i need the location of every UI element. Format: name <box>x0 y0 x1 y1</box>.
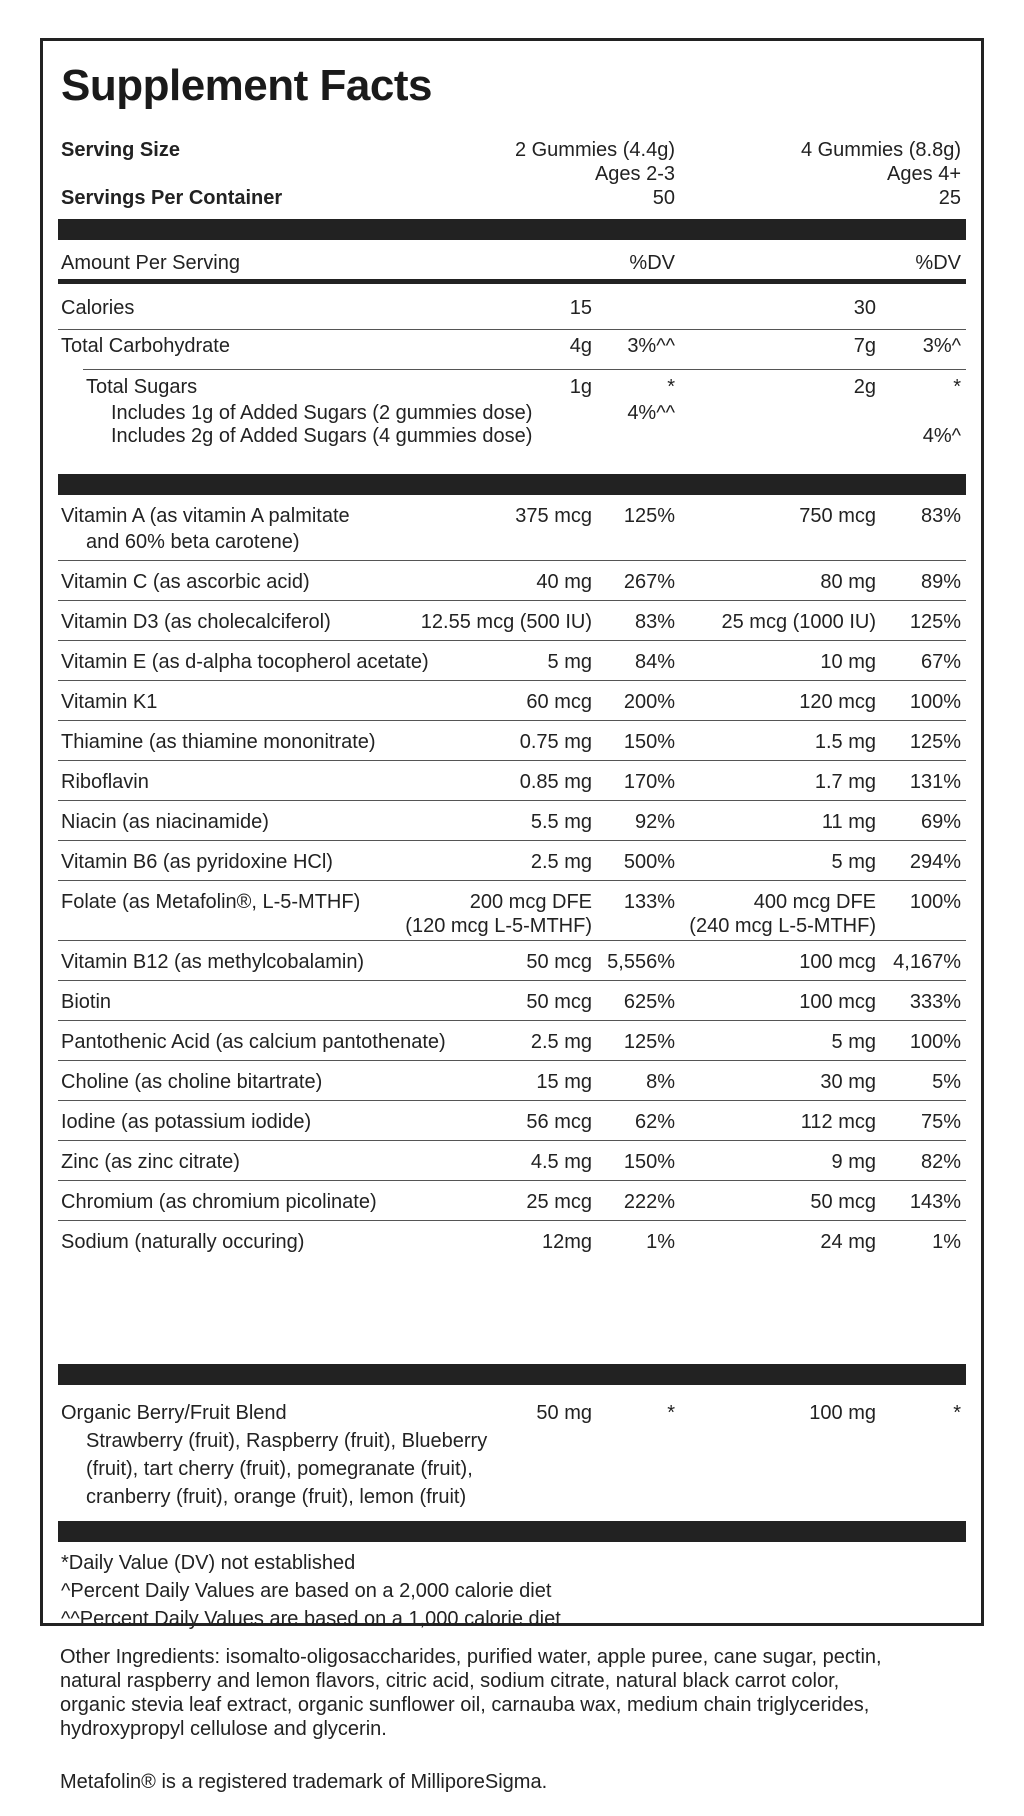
divider-rule <box>58 760 966 761</box>
nutrient-amt-col1: 25 mcg <box>526 1191 592 1213</box>
footnote-1000-calorie: ^^Percent Daily Values are based on a 1,000 calorie diet <box>61 1608 561 1630</box>
nutrient-dv-col2: 5% <box>932 1071 961 1093</box>
ages-col2: Ages 4+ <box>887 163 961 185</box>
nutrient-dv-col1: 500% <box>623 851 675 873</box>
sugars-dv-col1: * <box>667 376 675 398</box>
nutrient-dv-col1: 5,556% <box>607 951 675 973</box>
nutrient-name: Vitamin K1 <box>61 691 158 713</box>
divider-rule <box>58 560 966 561</box>
nutrient-amt-col2: 120 mcg <box>799 691 876 713</box>
nutrient-name-line2: and 60% beta carotene) <box>86 531 300 553</box>
divider-rule <box>58 940 966 941</box>
added-sugars-2-gummies-dv: 4%^^ <box>627 402 675 424</box>
blend-amt-col1: 50 mg <box>536 1402 592 1424</box>
nutrient-amt-col2: 100 mcg <box>799 991 876 1013</box>
nutrient-name: Sodium (naturally occuring) <box>61 1231 305 1253</box>
nutrient-amt-col1: 15 mg <box>536 1071 592 1093</box>
nutrient-dv-col2: 100% <box>909 1031 961 1053</box>
other-ingredients-line: Other Ingredients: isomalto-oligosaccharides, purified water, apple puree, cane sugar, pectin, <box>60 1646 882 1668</box>
nutrient-amt-col2: 5 mg <box>831 1031 876 1053</box>
sugars-amt-col2: 2g <box>853 376 876 398</box>
nutrient-dv-col2: 125% <box>909 731 961 753</box>
nutrient-amt-col1: 5.5 mg <box>530 811 592 833</box>
divider-bar <box>58 1521 966 1542</box>
nutrient-name: Chromium (as chromium picolinate) <box>61 1191 377 1213</box>
divider-rule <box>58 640 966 641</box>
nutrient-dv-col1: 200% <box>623 691 675 713</box>
blend-amt-col2: 100 mg <box>809 1402 876 1424</box>
nutrient-dv-col1: 62% <box>634 1111 675 1133</box>
carbs-amt-col2: 7g <box>853 335 876 357</box>
nutrient-dv-col1: 8% <box>646 1071 675 1093</box>
divider-rule <box>58 840 966 841</box>
nutrient-name: Vitamin C (as ascorbic acid) <box>61 571 310 593</box>
servings-col1: 50 <box>652 187 675 209</box>
nutrient-dv-col2: 4,167% <box>893 951 961 973</box>
dv-header-col1: %DV <box>629 252 675 274</box>
divider-rule <box>58 600 966 601</box>
nutrient-name: Vitamin A (as vitamin A palmitate <box>61 505 350 527</box>
nutrient-dv-col1: 1% <box>646 1231 675 1253</box>
nutrient-dv-col1: 125% <box>623 1031 675 1053</box>
nutrient-dv-col2: 131% <box>909 771 961 793</box>
dv-header-col2: %DV <box>915 252 961 274</box>
divider-rule <box>58 279 966 284</box>
supplement-facts-panel <box>40 38 984 1630</box>
nutrient-name: Thiamine (as thiamine mononitrate) <box>61 731 376 753</box>
nutrient-name: Vitamin B6 (as pyridoxine HCl) <box>61 851 333 873</box>
nutrient-amt-col1: 12.55 mcg (500 IU) <box>420 611 592 633</box>
blend-dv-col1: * <box>667 1402 675 1424</box>
nutrient-amt-col2: 50 mcg <box>810 1191 876 1213</box>
nutrient-amt-col1: 50 mcg <box>526 951 592 973</box>
nutrient-name: Choline (as choline bitartrate) <box>61 1071 323 1093</box>
nutrient-amt-col2: 112 mcg <box>800 1111 876 1133</box>
nutrient-amt-col1: 5 mg <box>547 651 592 673</box>
nutrient-amt-col2: 750 mcg <box>799 505 876 527</box>
total-sugars-label: Total Sugars <box>86 376 198 398</box>
carbs-amt-col1: 4g <box>569 335 592 357</box>
nutrient-name: Riboflavin <box>61 771 149 793</box>
divider-bar <box>58 474 966 495</box>
divider-rule <box>58 329 966 330</box>
divider-rule <box>58 1140 966 1141</box>
divider-rule <box>58 1180 966 1181</box>
nutrient-name: Vitamin D3 (as cholecalciferol) <box>61 611 331 633</box>
nutrient-dv-col2: 1% <box>932 1231 961 1253</box>
divider-rule <box>58 880 966 881</box>
nutrient-dv-col1: 84% <box>634 651 675 673</box>
servings-per-container-label: Servings Per Container <box>61 187 283 209</box>
divider-rule <box>58 680 966 681</box>
nutrient-amt-col1: 12mg <box>541 1231 592 1253</box>
divider-rule <box>83 369 966 370</box>
nutrient-amt-col2: 80 mg <box>820 571 876 593</box>
nutrient-dv-col2: 83% <box>920 505 961 527</box>
nutrient-dv-col1: 222% <box>623 1191 675 1213</box>
nutrient-dv-col1: 83% <box>634 611 675 633</box>
divider-bar <box>58 219 966 240</box>
nutrient-amt-col1: 50 mcg <box>526 991 592 1013</box>
servings-col2: 25 <box>938 187 961 209</box>
footnote-2000-calorie: ^Percent Daily Values are based on a 2,000 calorie diet <box>61 1580 552 1602</box>
nutrient-amt-col2: 11 mg <box>821 811 876 833</box>
nutrient-amt-col2: 1.5 mg <box>814 731 876 753</box>
nutrient-dv-col1: 92% <box>634 811 675 833</box>
nutrient-dv-col2: 82% <box>920 1151 961 1173</box>
added-sugars-2-gummies-label: Includes 1g of Added Sugars (2 gummies dose) <box>111 402 533 424</box>
sugars-dv-col2: * <box>953 376 961 398</box>
divider-rule <box>58 980 966 981</box>
nutrient-name: Biotin <box>61 991 112 1013</box>
nutrient-amt-col2: 25 mcg (1000 IU) <box>721 611 876 633</box>
nutrient-name: Vitamin B12 (as methylcobalamin) <box>61 951 365 973</box>
nutrient-amt-col1: 40 mg <box>536 571 592 593</box>
nutrient-amt-col2: 30 mg <box>820 1071 876 1093</box>
nutrient-name: Zinc (as zinc citrate) <box>61 1151 240 1173</box>
calories-label: Calories <box>61 297 135 319</box>
nutrient-dv-col2: 100% <box>909 691 961 713</box>
nutrient-dv-col2: 67% <box>920 651 961 673</box>
nutrient-name: Folate (as Metafolin®, L-5-MTHF) <box>61 891 361 913</box>
nutrient-name: Pantothenic Acid (as calcium pantothenate) <box>61 1031 446 1053</box>
nutrient-amt-col2: 10 mg <box>820 651 876 673</box>
nutrient-amt-col1: 375 mcg <box>515 505 592 527</box>
nutrient-dv-col2: 143% <box>909 1191 961 1213</box>
nutrient-amt-col1: 0.85 mg <box>519 771 592 793</box>
other-ingredients-line: natural raspberry and lemon flavors, citric acid, sodium citrate, natural black carrot color, <box>60 1670 840 1692</box>
divider-rule <box>58 800 966 801</box>
sugars-amt-col1: 1g <box>569 376 592 398</box>
nutrient-amt-col2: 100 mcg <box>799 951 876 973</box>
nutrient-dv-col2: 125% <box>909 611 961 633</box>
footnote-dv-not-established: *Daily Value (DV) not established <box>61 1552 356 1574</box>
serving-size-label: Serving Size <box>61 139 180 161</box>
blend-ingredients-line: cranberry (fruit), orange (fruit), lemon (fruit) <box>86 1486 467 1508</box>
nutrient-name: Iodine (as potassium iodide) <box>61 1111 312 1133</box>
other-ingredients-line: hydroxypropyl cellulose and glycerin. <box>60 1718 387 1740</box>
nutrient-amt-col2: 24 mg <box>820 1231 876 1253</box>
blend-name: Organic Berry/Fruit Blend <box>61 1402 287 1424</box>
nutrient-amt-col2: 1.7 mg <box>814 771 876 793</box>
calories-amt-col1: 15 <box>569 297 592 319</box>
nutrient-dv-col2: 333% <box>909 991 961 1013</box>
nutrient-name: Vitamin E (as d-alpha tocopherol acetate) <box>61 651 429 673</box>
nutrient-amt-col1: 60 mcg <box>526 691 592 713</box>
trademark-note: Metafolin® is a registered trademark of MilliporeSigma. <box>60 1771 548 1793</box>
nutrient-dv-col2: 75% <box>920 1111 961 1133</box>
nutrient-amt-col2-line2: (240 mcg L-5-MTHF) <box>689 915 876 937</box>
nutrient-dv-col1: 125% <box>623 505 675 527</box>
blend-ingredients-line: Strawberry (fruit), Raspberry (fruit), Blueberry <box>86 1430 488 1452</box>
divider-rule <box>58 1060 966 1061</box>
nutrient-name: Niacin (as niacinamide) <box>61 811 269 833</box>
nutrient-amt-col2: 5 mg <box>831 851 876 873</box>
nutrient-dv-col1: 170% <box>623 771 675 793</box>
divider-rule <box>58 1100 966 1101</box>
nutrient-dv-col2: 100% <box>909 891 961 913</box>
nutrient-amt-col1-line2: (120 mcg L-5-MTHF) <box>405 915 592 937</box>
blend-ingredients-line: (fruit), tart cherry (fruit), pomegranate (fruit), <box>86 1458 473 1480</box>
divider-rule <box>58 720 966 721</box>
nutrient-amt-col1: 4.5 mg <box>530 1151 592 1173</box>
nutrient-dv-col2: 294% <box>909 851 961 873</box>
nutrient-amt-col1: 56 mcg <box>526 1111 592 1133</box>
nutrient-amt-col1: 200 mcg DFE <box>469 891 592 913</box>
calories-amt-col2: 30 <box>853 297 876 319</box>
nutrient-dv-col1: 625% <box>623 991 675 1013</box>
nutrient-dv-col1: 267% <box>623 571 675 593</box>
divider-rule <box>58 1220 966 1221</box>
nutrient-dv-col1: 150% <box>623 1151 675 1173</box>
nutrient-amt-col2: 9 mg <box>831 1151 876 1173</box>
divider-bar <box>58 1364 966 1385</box>
nutrient-amt-col1: 0.75 mg <box>519 731 592 753</box>
carbs-dv-col1: 3%^^ <box>627 335 675 357</box>
nutrient-dv-col2: 89% <box>920 571 961 593</box>
added-sugars-4-gummies-dv: 4%^ <box>922 425 961 447</box>
panel-title: Supplement Facts <box>61 61 432 110</box>
nutrient-dv-col1: 133% <box>623 891 675 913</box>
ages-col1: Ages 2-3 <box>594 163 675 185</box>
nutrient-dv-col1: 150% <box>623 731 675 753</box>
nutrient-dv-col2: 69% <box>920 811 961 833</box>
nutrient-amt-col1: 2.5 mg <box>530 851 592 873</box>
serving-size-col2: 4 Gummies (8.8g) <box>800 139 961 161</box>
other-ingredients-line: organic stevia leaf extract, organic sunflower oil, carnauba wax, medium chain triglycerides, <box>60 1694 870 1716</box>
blend-dv-col2: * <box>953 1402 961 1424</box>
serving-size-col1: 2 Gummies (4.4g) <box>514 139 675 161</box>
divider-rule <box>58 1020 966 1021</box>
amount-per-serving-label: Amount Per Serving <box>61 252 240 274</box>
nutrient-amt-col1: 2.5 mg <box>530 1031 592 1053</box>
carbs-dv-col2: 3%^ <box>922 335 961 357</box>
nutrient-amt-col2: 400 mcg DFE <box>753 891 876 913</box>
added-sugars-4-gummies-label: Includes 2g of Added Sugars (4 gummies dose) <box>111 425 533 447</box>
total-carbohydrate-label: Total Carbohydrate <box>61 335 230 357</box>
